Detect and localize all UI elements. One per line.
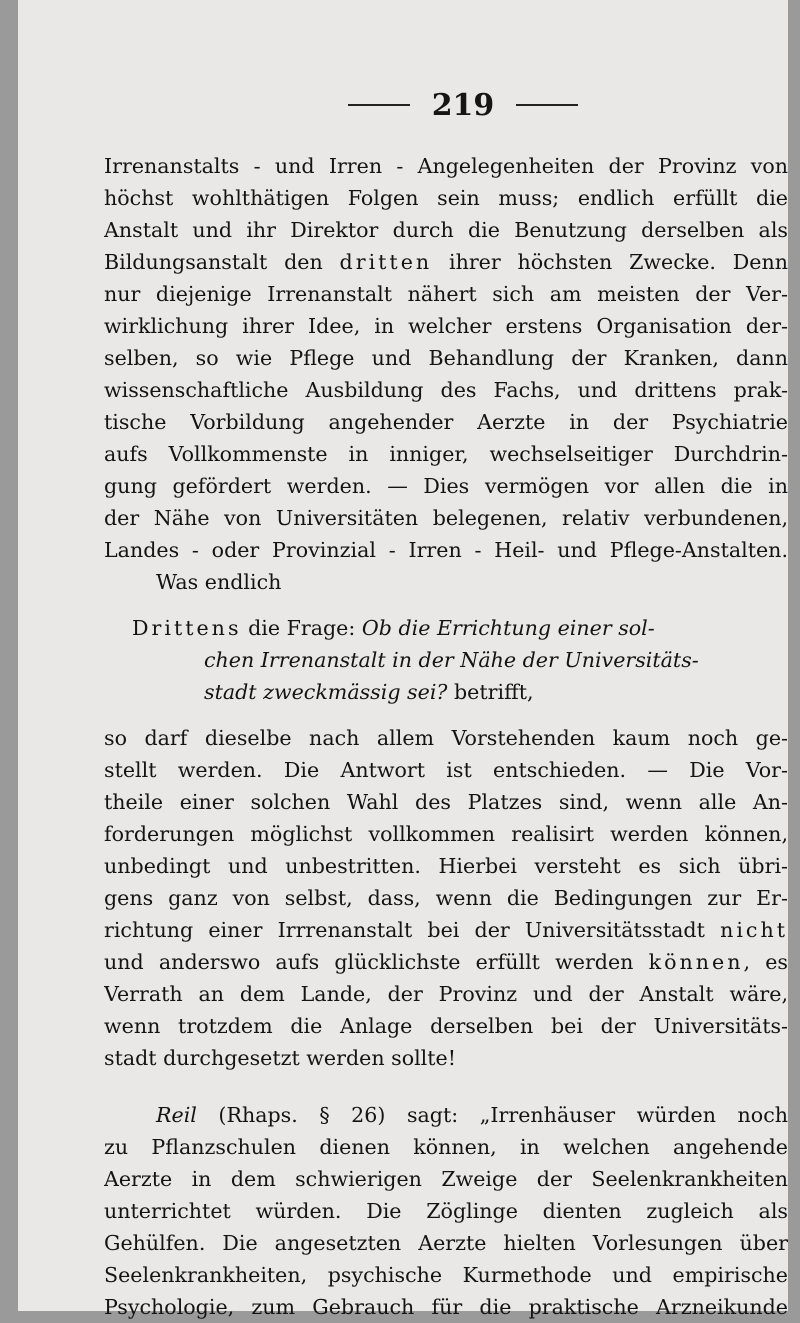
text-line: theile einer solchen Wahl des Platzes sind, wenn alle An-	[104, 790, 788, 814]
text-line: Irrenanstalts - und Irren - Angelegenheiten der Provinz von	[104, 154, 788, 178]
text-line: selben, so wie Pflege und Behandlung der Kranken, dann	[104, 346, 788, 370]
text-line: stellt werden. Die Antwort ist entschieden. — Die Vor-	[104, 758, 788, 782]
header-rule-right	[516, 104, 578, 106]
book-page	[18, 0, 788, 1319]
text-line: Psychologie, zum Gebrauch für die praktische Arzneikunde	[104, 1295, 788, 1319]
page-header	[298, 80, 628, 130]
paragraph-1	[104, 150, 788, 598]
text-line: wenn trotzdem die Anlage derselben bei der Universitäts-	[104, 1014, 788, 1038]
text-line: Reil (Rhaps. § 26) sagt: „Irrenhäuser würden noch	[156, 1103, 788, 1127]
paragraph-3	[104, 1099, 788, 1323]
heading-line: Drittens die Frage: Ob die Errichtung einer sol-	[104, 612, 788, 644]
text-line: so darf dieselbe nach allem Vorstehenden kaum noch ge-	[104, 726, 788, 750]
text-line: der Nähe von Universitäten belegenen, relativ verbundenen,	[104, 506, 788, 530]
heading-line	[104, 644, 788, 676]
text-line: aufs Vollkommenste in inniger, wechselseitiger Durchdrin-	[104, 442, 788, 466]
text-line: und anderswo aufs glücklichste erfüllt werden können, es	[104, 950, 788, 974]
text-line: tische Vorbildung angehender Aerzte in der Psychiatrie	[104, 410, 788, 434]
text-line: wissenschaftliche Ausbildung des Fachs, und drittens prak-	[104, 378, 788, 402]
text-line: Seelenkrankheiten, psychische Kurmethode und empirische	[104, 1263, 788, 1287]
question-heading	[104, 612, 788, 708]
text-line: Anstalt und ihr Direktor durch die Benutzung derselben als	[104, 218, 788, 242]
text-line: Landes - oder Provinzial - Irren - Heil- und Pflege-Anstalten.	[104, 538, 788, 562]
body-text	[104, 150, 788, 1323]
page-number: 219	[431, 87, 495, 123]
heading-line: stadt zweckmässig sei? betrifft,	[204, 680, 534, 704]
question-text: chen Irrenanstalt in der Nähe der Universitäts-	[204, 648, 699, 672]
text-line: Verrath an dem Lande, der Provinz und der Anstalt wäre,	[104, 982, 788, 1006]
text-line: unbedingt und unbestritten. Hierbei versteht es sich übri-	[104, 854, 788, 878]
question-text: stadt zweckmässig sei?	[204, 680, 448, 704]
spaced-word: nicht	[720, 918, 788, 942]
text-line: Gehülfen. Die angesetzten Aerzte hielten Vorlesungen über	[104, 1231, 788, 1255]
paragraph-2	[104, 722, 788, 1074]
spaced-word: können	[648, 950, 744, 974]
text-line: nur diejenige Irrenanstalt nähert sich am meisten der Ver-	[104, 282, 788, 306]
heading-label: Drittens	[132, 616, 242, 640]
spaced-word: dritten	[339, 250, 433, 274]
text-line: gung gefördert werden. — Dies vermögen vor allen die in	[104, 474, 788, 498]
text-line: unterrichtet würden. Die Zöglinge dienten zugleich als	[104, 1199, 788, 1223]
text-line: wirklichung ihrer Idee, in welcher erstens Organisation der-	[104, 314, 788, 338]
question-text: Ob die Errichtung einer sol-	[361, 616, 655, 640]
header-rule-left	[348, 104, 410, 106]
text-line: stadt durchgesetzt werden sollte!	[104, 1046, 457, 1070]
text-line: richtung einer Irrrenanstalt bei der Universitätsstadt nicht	[104, 918, 788, 942]
text-line: Was endlich	[156, 570, 282, 594]
text-line: gens ganz von selbst, dass, wenn die Bedingungen zur Er-	[104, 886, 788, 910]
author-name: Reil	[156, 1103, 197, 1127]
text-line: Bildungsanstalt den dritten ihrer höchsten Zwecke. Denn	[104, 250, 788, 274]
text-line: zu Pflanzschulen dienen können, in welchen angehende	[104, 1135, 788, 1159]
text-line: Aerzte in dem schwierigen Zweige der Seelenkrankheiten	[104, 1167, 788, 1191]
text-line: forderungen möglichst vollkommen realisirt werden können,	[104, 822, 788, 846]
text-line: höchst wohlthätigen Folgen sein muss; endlich erfüllt die	[104, 186, 788, 210]
